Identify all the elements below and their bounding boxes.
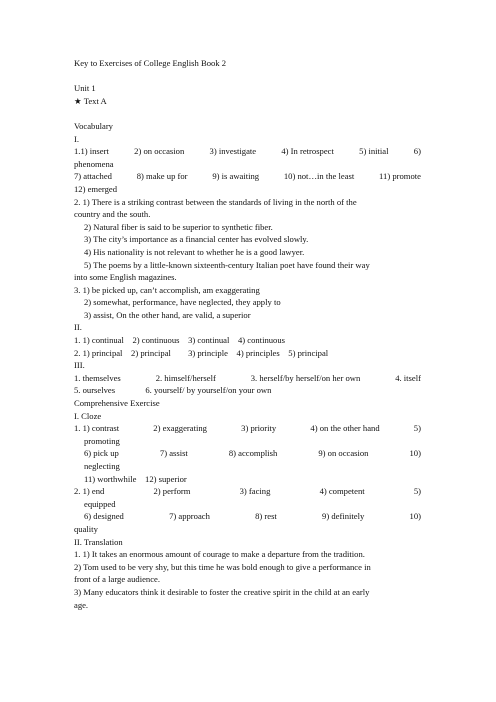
cloze-row-1 [74, 422, 421, 435]
translation-1: 1. 1) It takes an enormous amount of courage to make a departure from the tradition. [74, 549, 365, 560]
cloze-item: 8) accomplish [228, 448, 278, 459]
q1-item: 5) initial [359, 146, 389, 157]
translation-2-cont: front of a large audience. [74, 574, 160, 585]
cloze-item: 5) [413, 423, 421, 434]
cloze-item: 2) exaggerating [153, 423, 207, 434]
cloze-item: 7) approach [169, 511, 210, 522]
q1-item: 9) is awaiting [212, 171, 260, 182]
q1-item: 1.1) insert [74, 146, 109, 157]
text-a-heading: ★ Text A [74, 95, 107, 106]
q2-sentence-1: 2. 1) There is a striking contrast between the standards of living in the north of the [74, 196, 357, 207]
cloze-item: 9) on occasion [318, 448, 369, 459]
cloze-row-4-cont: equipped [84, 498, 116, 509]
translation-3-cont: age. [74, 599, 89, 610]
cloze-heading: I. Cloze [74, 410, 102, 421]
q2-sentence-5: 5) The poems by a little-known sixteenth-century Italian poet have found their way [84, 259, 370, 270]
cloze-item: 2) perform [153, 486, 191, 497]
ii-line-1: 1. 1) continual 2) continuous 3) continual 4) continuous [74, 335, 285, 346]
iii-item: 1. themselves [74, 372, 121, 383]
cloze-row-2 [74, 447, 421, 460]
cloze-item: 4) on the other hand [310, 423, 380, 434]
q2-sentence-1-cont: country and the south. [74, 209, 151, 220]
cloze-item: 8) rest [255, 511, 277, 522]
q1-item: 11) promote [379, 171, 421, 182]
cloze-item: 7) assist [159, 448, 188, 459]
q3-line-3: 3) assist, On the other hand, are valid, a superior [84, 309, 251, 320]
cloze-item: 2. 1) end [74, 486, 105, 497]
q1-item: 7) attached [74, 171, 112, 182]
q2-sentence-5-cont: into some English magazines. [74, 272, 177, 283]
cloze-item: 10) [409, 511, 421, 522]
translation-3: 3) Many educators think it desirable to foster the creative spirit in the child at an early [74, 586, 370, 597]
cloze-row-4 [74, 485, 421, 498]
q1-item: 6) [413, 146, 421, 157]
q1-row-3: 12) emerged [74, 183, 118, 194]
comprehensive-heading: Comprehensive Exercise [74, 398, 160, 409]
iii-item: 6. yourself/ by yourself/on your own [145, 385, 272, 396]
document-title: Key to Exercises of College English Book 2 [74, 58, 227, 68]
iii-item: 5. ourselves [74, 385, 116, 396]
cloze-item: 10) [409, 448, 421, 459]
q2-sentence-4: 4) His nationality is not relevant to whether he is a good lawyer. [84, 246, 305, 257]
cloze-item: 3) facing [239, 486, 271, 497]
translation-heading: II. Translation [74, 536, 123, 547]
unit-heading: Unit 1 [74, 83, 96, 94]
cloze-item: 5) [413, 486, 421, 497]
answer-key-page [74, 57, 421, 611]
iii-row-2 [74, 384, 421, 397]
section-iii-heading: III. [74, 360, 85, 371]
q1-row-2 [74, 170, 421, 183]
cloze-item: 4) competent [319, 486, 365, 497]
cloze-item: 6) pick up [84, 448, 119, 459]
cloze-item: 6) designed [84, 511, 124, 522]
q2-sentence-3: 3) The city’s importance as a financial center has evolved slowly. [84, 234, 309, 245]
ii-line-2: 2. 1) principal 2) principal 3) principle 4) principles 5) principal [74, 347, 329, 358]
iii-item: 3. herself/by herself/on her own [250, 372, 361, 383]
cloze-row-1-cont: promoting [84, 435, 120, 446]
q1-item: 4) In retrospect [281, 146, 334, 157]
q3-line-1: 3. 1) be picked up, can’t accomplish, am exaggerating [74, 284, 260, 295]
cloze-item: 9) definitely [322, 511, 365, 522]
cloze-item: 1. 1) contrast [74, 423, 120, 434]
cloze-row-5 [74, 510, 421, 523]
q1-item: 2) on occasion [134, 146, 185, 157]
q2-sentence-2: 2) Natural fiber is said to be superior to synthetic fiber. [84, 221, 273, 232]
iii-item: 2. himself/herself [155, 372, 216, 383]
iii-row-1 [74, 372, 421, 385]
q1-item: 3) investigate [209, 146, 257, 157]
vocabulary-heading: Vocabulary [74, 120, 113, 131]
q1-continuation: phenomena [74, 158, 114, 169]
section-i-heading: I. [74, 133, 80, 144]
q3-line-2: 2) somewhat, performance, have neglected, they apply to [84, 297, 281, 308]
cloze-row-5-cont: quality [74, 523, 98, 534]
cloze-row-3: 11) worthwhile 12) superior [84, 473, 187, 484]
iii-item: 4. itself [395, 372, 421, 383]
translation-2: 2) Tom used to be very shy, but this time he was bold enough to give a performance in [74, 561, 371, 572]
q1-row-1 [74, 145, 421, 158]
section-ii-heading: II. [74, 322, 82, 333]
q1-item: 10) not…in the least [283, 171, 355, 182]
cloze-row-2-cont: neglecting [84, 461, 120, 471]
q1-item: 8) make up for [136, 171, 188, 182]
cloze-item: 3) priority [241, 423, 277, 434]
